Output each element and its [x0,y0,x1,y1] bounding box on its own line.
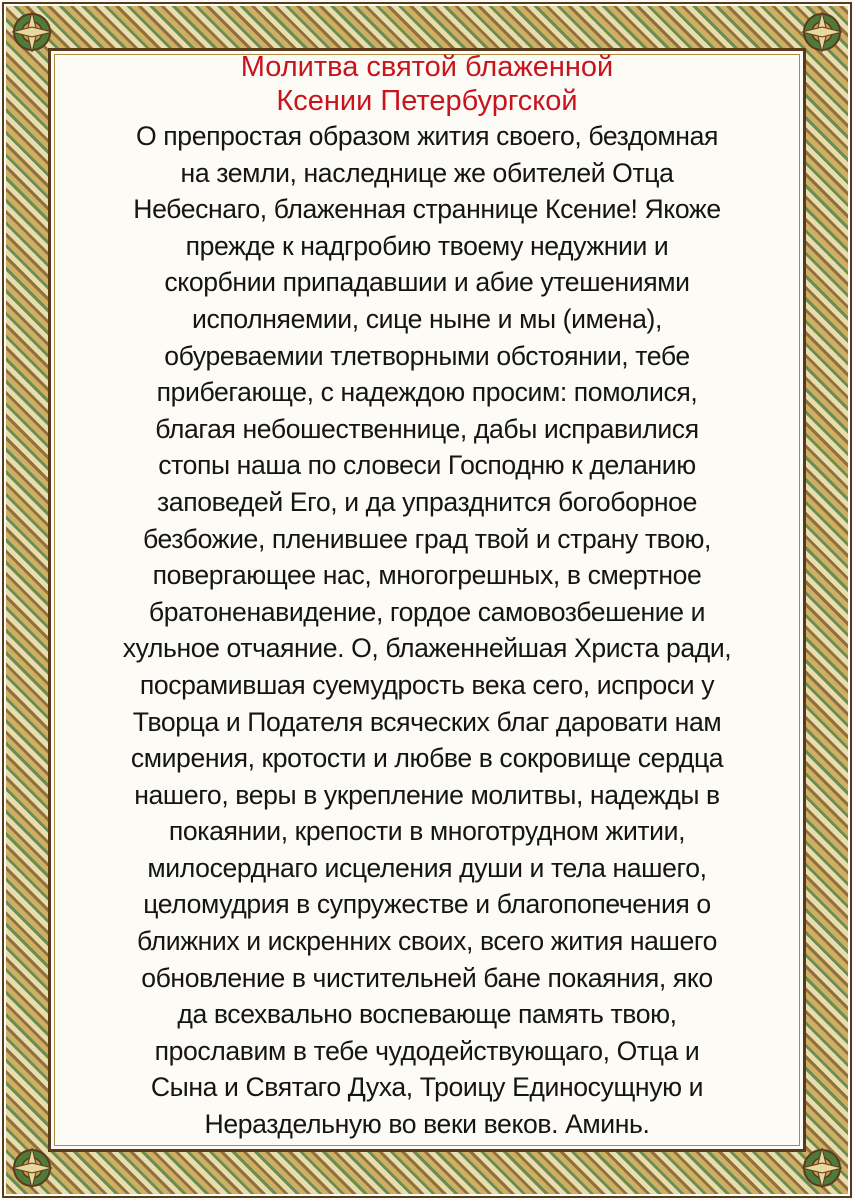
prayer-line: да всехвально воспевающе память твою, [177,999,677,1030]
prayer-line: Нераздельную во веки веков. Аминь. [204,1109,650,1140]
prayer-line: хульное отчаяние. О, блаженнейшая Христа ради, [122,633,732,664]
prayer-line: благая небошественнице, дабы исправилися [155,413,699,444]
prayer-line: О препростая образом жития своего, бездомная [136,121,718,151]
prayer-line: скорбнии припадавшии и абие утешениями [164,267,690,298]
prayer-line: на земли, наследнице же обителей Отца [180,157,674,188]
prayer-line: братоненавидение, гордое самовозбешение и [148,596,706,627]
prayer-line: Небеснаго, блаженная страннице Ксение! Якоже [133,194,721,225]
prayer-line: ближних и искренних своих, всего жития нашего [137,926,717,957]
prayer-line: Творца и Подателя всяческих благ даровати нам [132,706,722,737]
prayer-line: нашего, веры в укрепление молитвы, надежды в [134,779,720,810]
prayer-line: милосерднаго исцеления души и тела нашего, [147,852,707,883]
prayer-text [58,118,796,1143]
prayer-line: прежде к надгробию твоему недужнии и [185,230,669,261]
title-line: Ксении Петербургской [276,85,578,117]
prayer-line: обновление в чистительней бане покаяния, яко [141,962,713,993]
prayer-line: прибегающе, с надеждою просим: помолися, [156,377,698,408]
prayer-line: исполняемии, сице ныне и мы (имена), [192,303,662,334]
prayer-line: обуреваемии тлетворными обстоянии, тебе [164,340,690,371]
prayer-line: стопы наша по словеси Господню к деланию [158,450,696,481]
prayer-line: безбожие, пленившее град твой и страну твою, [142,523,712,554]
prayer-line: Сына и Святаго Духа, Троицу Единосущную и [150,1072,704,1103]
prayer-line: покаянии, крепости в многотрудном житии, [168,816,686,847]
prayer-line: посрамившая суемудрость века сего, испроси у [139,669,715,700]
prayer-content [58,50,796,1148]
prayer-line: целомудрия в супружестве и благопопечения о [143,889,711,920]
prayer-line: заповедей Его, и да упразднится богоборное [157,486,697,517]
prayer-line: прославим в тебе чудодействующаго, Отца и [154,1035,700,1066]
prayer-line: повергающее нас, многогрешных, в смертное [152,560,702,591]
prayer-title [58,50,796,118]
title-line: Молитва святой блаженной [240,51,614,83]
prayer-line: смирения, кротости и любве в сокровище сердца [130,743,724,774]
